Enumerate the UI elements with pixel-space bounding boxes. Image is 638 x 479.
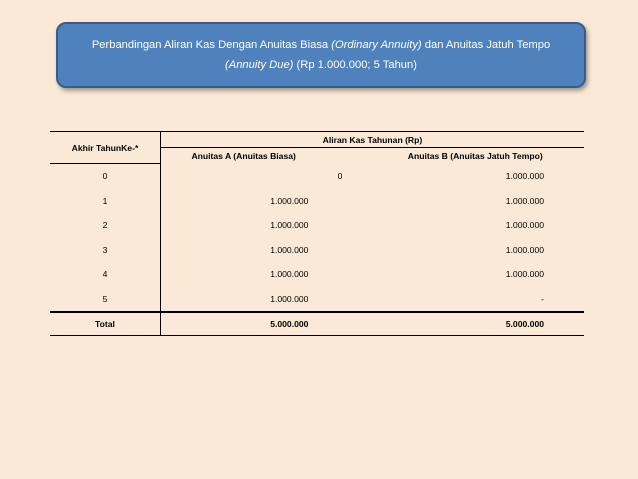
table-row bbox=[50, 238, 584, 263]
table-row bbox=[50, 189, 584, 214]
group-header: Aliran Kas Tahunan (Rp) bbox=[160, 132, 584, 148]
total-b-cell: 5.000.000 bbox=[326, 312, 584, 336]
total-label: Total bbox=[50, 312, 160, 336]
col-b-header: Anuitas B (Anuitas Jatuh Tempo) bbox=[407, 150, 543, 161]
title-banner bbox=[56, 22, 586, 88]
table-row bbox=[50, 287, 584, 313]
year-cell: 4 bbox=[50, 262, 160, 287]
title-part-2: dan Anuitas Jatuh Tempo bbox=[421, 39, 551, 51]
anuitas-a-cell: 1.000.000 bbox=[270, 293, 309, 304]
cash-flow-table bbox=[50, 131, 584, 336]
table-row bbox=[50, 262, 584, 287]
col-a-header: Anuitas A (Anuitas Biasa) bbox=[191, 150, 296, 161]
year-header: Akhir TahunKe-* bbox=[50, 132, 160, 164]
title-italic-1: (Ordinary Annuity) bbox=[331, 39, 422, 51]
anuitas-b-cell: 1.000.000 bbox=[505, 220, 544, 231]
anuitas-b-cell: - bbox=[541, 293, 544, 304]
anuitas-a-value: 0 bbox=[337, 171, 343, 181]
total-a-cell: 5.000.000 bbox=[160, 312, 326, 336]
anuitas-a-cell: 1.000.000 bbox=[270, 195, 309, 206]
title-text bbox=[72, 35, 570, 75]
year-cell: 3 bbox=[50, 238, 160, 263]
year-cell: 2 bbox=[50, 213, 160, 238]
anuitas-b-cell: 1.000.000 bbox=[505, 269, 544, 280]
title-part-1: Perbandingan Aliran Kas Dengan Anuitas Biasa bbox=[91, 39, 332, 51]
table-row bbox=[50, 213, 584, 238]
year-cell: 0 bbox=[50, 164, 160, 189]
anuitas-a-cell bbox=[160, 164, 343, 189]
title-italic-2: (Annuity Due) bbox=[225, 59, 294, 71]
anuitas-b-cell: 1.000.000 bbox=[505, 244, 544, 255]
anuitas-b-cell: 1.000.000 bbox=[505, 171, 544, 181]
anuitas-b-cell: 1.000.000 bbox=[505, 195, 544, 206]
anuitas-a-cell: 1.000.000 bbox=[270, 269, 309, 280]
year-cell: 1 bbox=[50, 189, 160, 214]
anuitas-a-cell: 1.000.000 bbox=[270, 220, 309, 231]
total-row bbox=[50, 312, 584, 336]
title-part-3: (Rp 1.000.000; 5 Tahun) bbox=[293, 59, 417, 71]
anuitas-a-cell: 1.000.000 bbox=[270, 244, 309, 255]
year-cell: 5 bbox=[50, 287, 160, 313]
table-row bbox=[50, 164, 584, 189]
